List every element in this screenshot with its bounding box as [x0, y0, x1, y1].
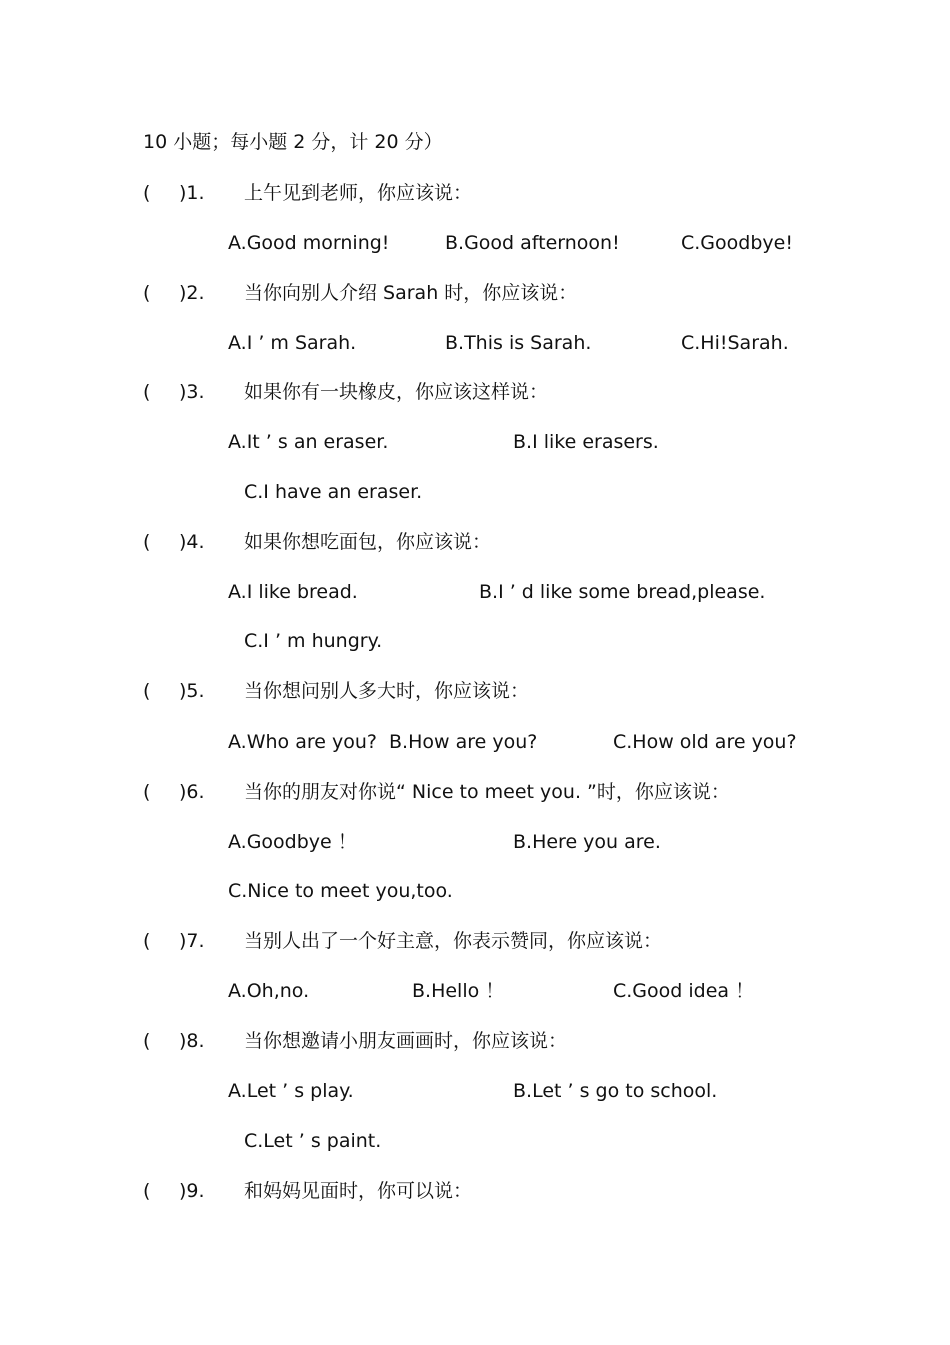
- answer-paren: (: [143, 182, 151, 204]
- option-a: A.It ’ s an eraser.: [228, 431, 389, 453]
- question-number: )6.: [179, 781, 205, 803]
- answer-paren: (: [143, 1030, 151, 1052]
- option-c: C.Goodbye!: [681, 232, 793, 254]
- option-a: A.Who are you?: [228, 731, 377, 753]
- question-number: )9.: [179, 1180, 205, 1202]
- answer-paren: (: [143, 531, 151, 553]
- question-prompt: 当别人出了一个好主意，你表示赞同，你应该说：: [244, 930, 663, 952]
- option-b: B.Let ’ s go to school.: [513, 1080, 718, 1102]
- option-c: C.Nice to meet you,too.: [228, 880, 453, 902]
- question-prompt: 如果你想吃面包，你应该说：: [244, 531, 492, 553]
- option-b: B.How are you?: [389, 731, 538, 753]
- question-prompt: 上午见到老师，你应该说：: [244, 182, 473, 204]
- section-header: 10 小题；每小题 2 分，计 20 分）: [143, 131, 443, 153]
- option-c: C.Good idea ！: [613, 980, 755, 1002]
- question-prompt: 当你的朋友对你说“ Nice to meet you. ”时，你应该说：: [244, 781, 730, 803]
- option-c: C.Let ’ s paint.: [244, 1130, 382, 1152]
- option-c: C.Hi!Sarah.: [681, 332, 789, 354]
- answer-paren: (: [143, 930, 151, 952]
- question-number: )4.: [179, 531, 205, 553]
- answer-paren: (: [143, 781, 151, 803]
- option-c: C.I have an eraser.: [244, 481, 423, 503]
- option-b: B.Here you are.: [513, 831, 661, 853]
- question-prompt: 当你向别人介绍 Sarah 时，你应该说：: [244, 282, 578, 304]
- option-a: A.Let ’ s play.: [228, 1080, 354, 1102]
- question-prompt: 和妈妈见面时，你可以说：: [244, 1180, 473, 1202]
- question-number: )7.: [179, 930, 205, 952]
- question-prompt: 当你想邀请小朋友画画时，你应该说：: [244, 1030, 568, 1052]
- option-a: A.I ’ m Sarah.: [228, 332, 357, 354]
- question-prompt: 如果你有一块橡皮，你应该这样说：: [244, 381, 549, 403]
- answer-paren: (: [143, 1180, 151, 1202]
- option-c: C.How old are you?: [613, 731, 797, 753]
- question-number: )5.: [179, 680, 205, 702]
- option-b: B.I like erasers.: [513, 431, 659, 453]
- option-b: B.Hello ！: [412, 980, 505, 1002]
- answer-paren: (: [143, 381, 151, 403]
- option-a: A.Goodbye ！: [228, 831, 357, 853]
- option-a: A.Good morning!: [228, 232, 390, 254]
- option-a: A.I like bread.: [228, 581, 358, 603]
- question-number: )2.: [179, 282, 205, 304]
- option-c: C.I ’ m hungry.: [244, 630, 383, 652]
- option-a: A.Oh,no.: [228, 980, 310, 1002]
- answer-paren: (: [143, 680, 151, 702]
- question-number: )1.: [179, 182, 205, 204]
- question-number: )3.: [179, 381, 205, 403]
- option-b: B.I ’ d like some bread,please.: [479, 581, 766, 603]
- option-b: B.Good afternoon!: [445, 232, 620, 254]
- option-b: B.This is Sarah.: [445, 332, 592, 354]
- question-prompt: 当你想问别人多大时，你应该说：: [244, 680, 530, 702]
- question-number: )8.: [179, 1030, 205, 1052]
- answer-paren: (: [143, 282, 151, 304]
